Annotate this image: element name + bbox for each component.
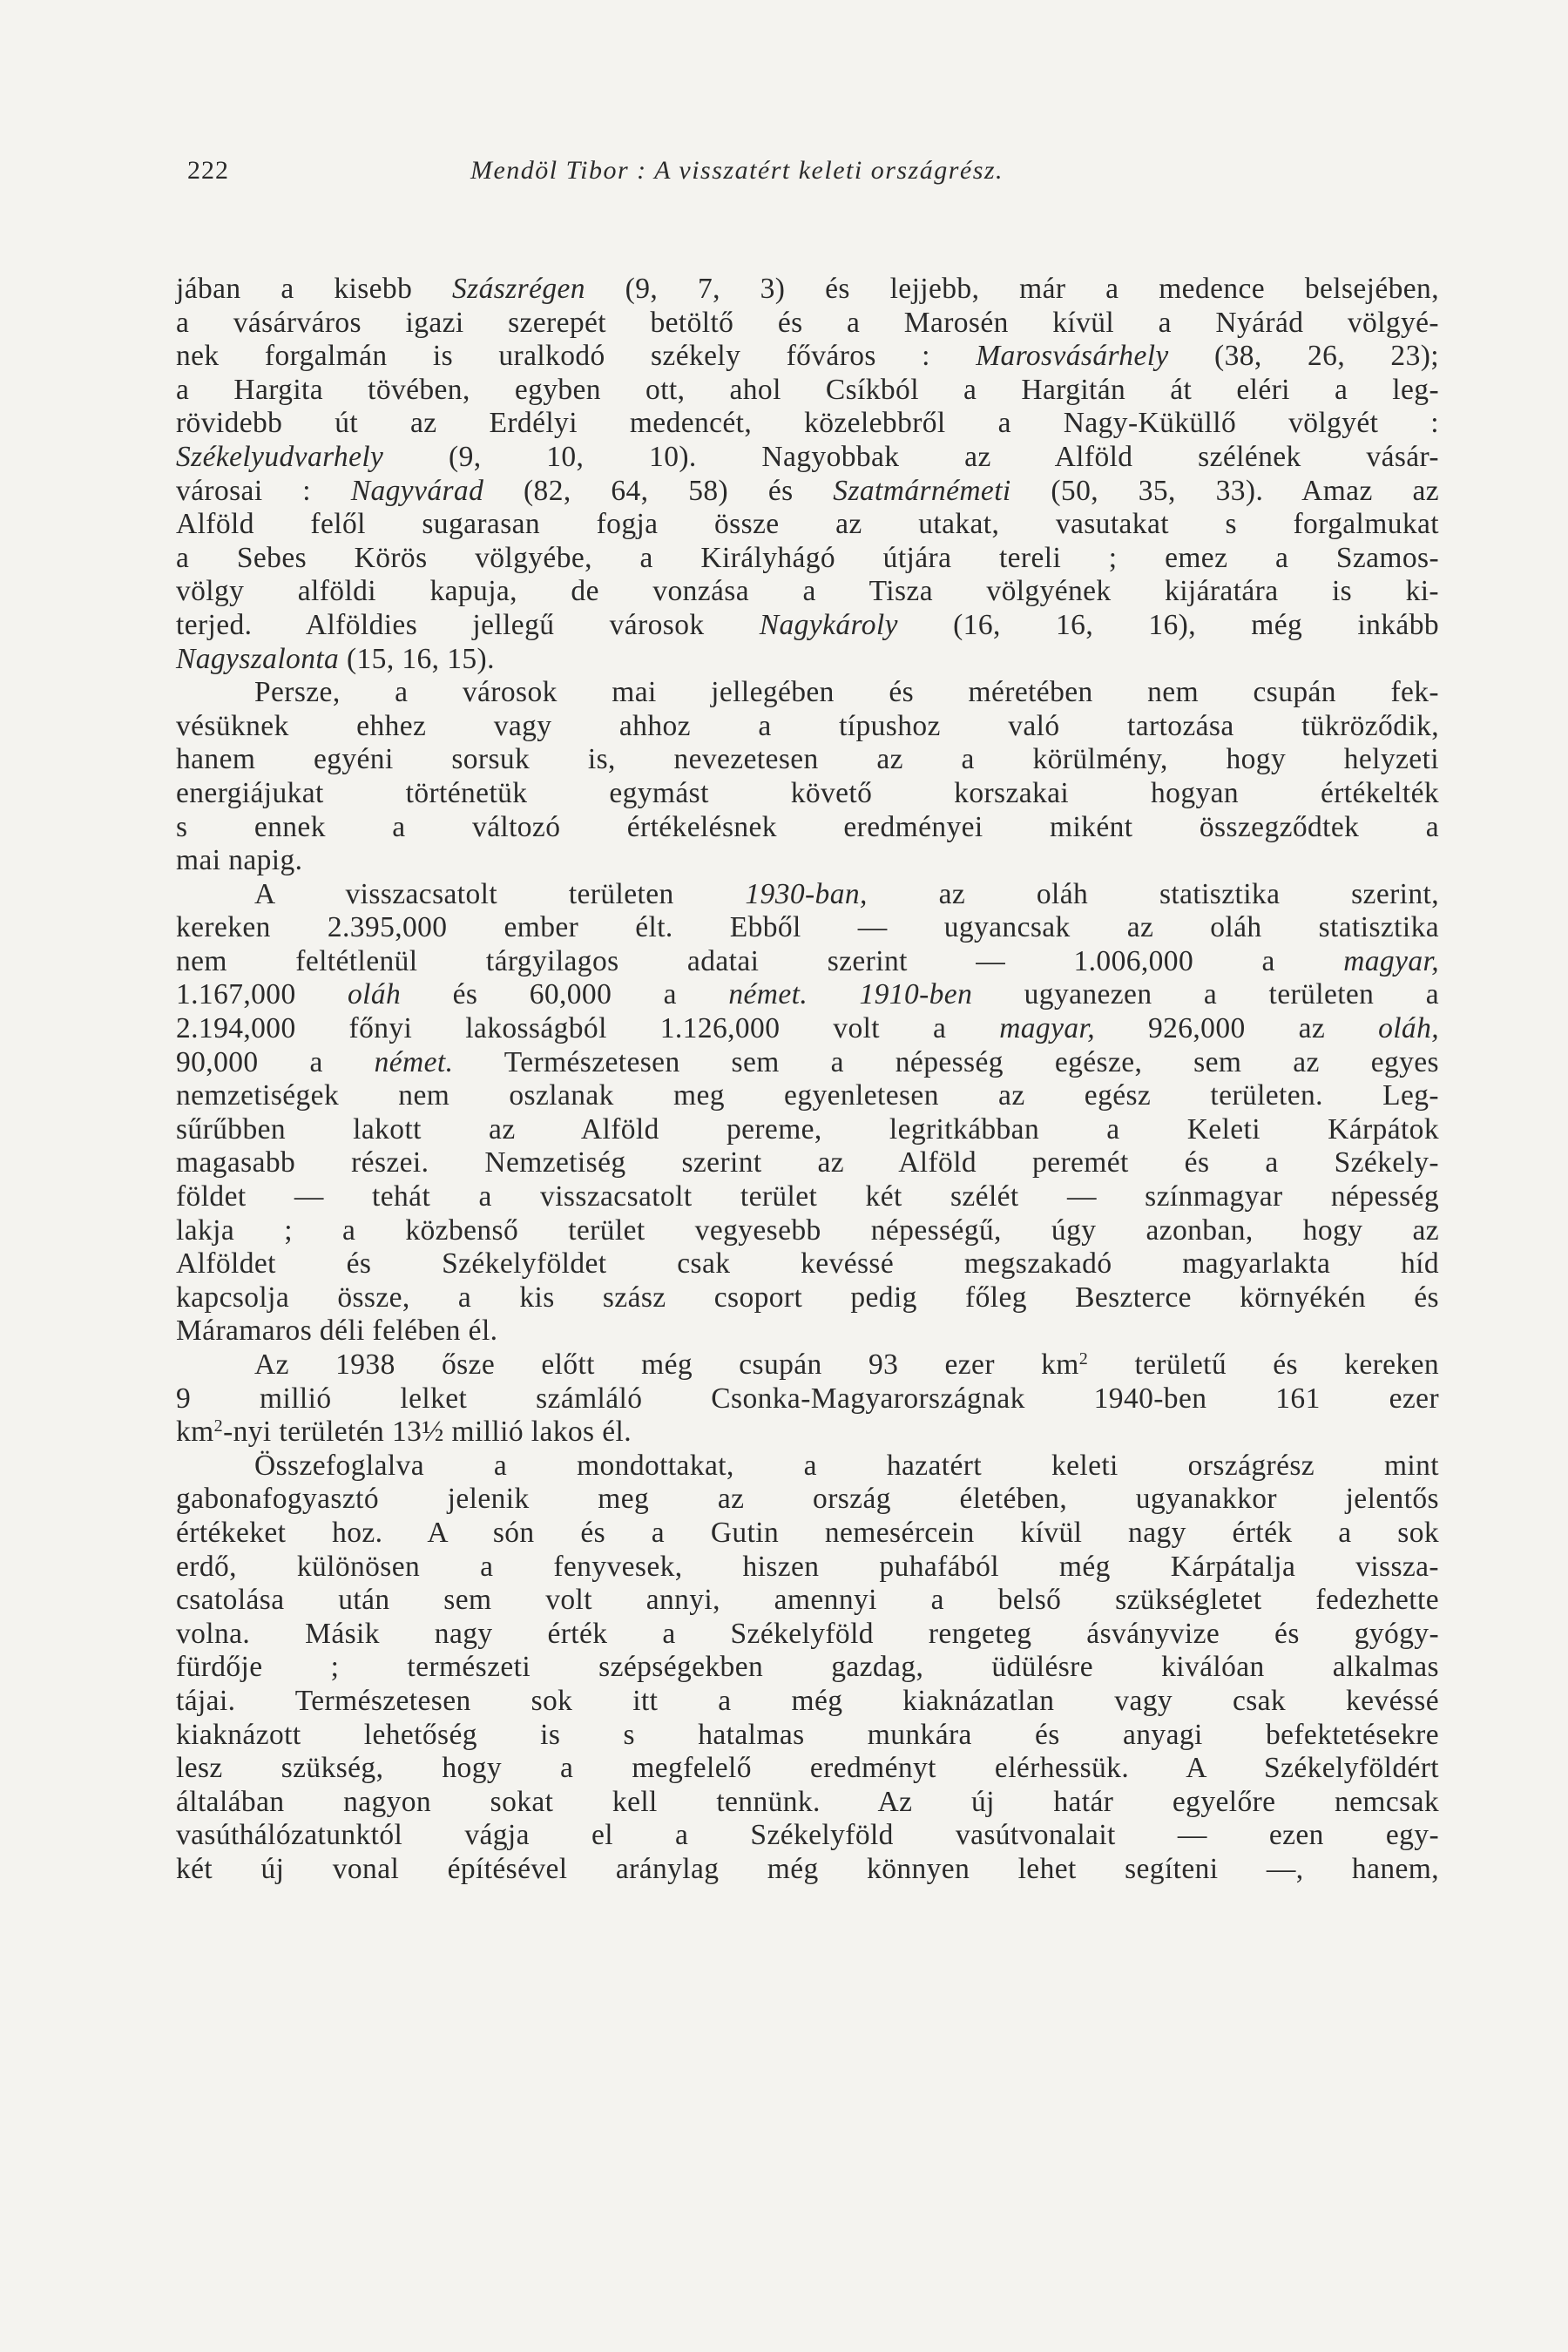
text-line: hanem egyéni sorsuk is, nevezetesen az a körülmény, hogy helyzeti — [176, 743, 1439, 776]
text-line: rövidebb út az Erdélyi medencét, közelebbről a Nagy-Küküllő völgyét : — [176, 407, 1439, 440]
text-line: csatolása után sem volt annyi, amennyi a belső szükségletet fedezhette — [176, 1584, 1439, 1617]
text-line: kiaknázott lehetőség is s hatalmas munkára és anyagi befektetésekre — [176, 1718, 1439, 1751]
text-line: gabonafogyasztó jelenik meg az ország életében, ugyanakkor jelentős — [176, 1483, 1439, 1516]
text-line: 2.194,000 főnyi lakosságból 1.126,000 volt a magyar, 926,000 az oláh, — [176, 1012, 1440, 1045]
text-line: a Hargita tövében, egyben ott, ahol Csíkból a Hargitán át eléri a leg- — [176, 373, 1439, 406]
text-line: Összefoglalva a mondottakat, a hazatért keleti országrész mint — [254, 1449, 1439, 1482]
text-line: vésüknek ehhez vagy ahhoz a típushoz való tartozása tükröződik, — [176, 709, 1439, 742]
text-line: terjed. Alföldies jellegű városok Nagykároly (16, 16, 16), még inkább — [176, 608, 1439, 641]
text-line: fürdője ; természeti szépségekben gazdag, üdülésre kiválóan alkalmas — [176, 1651, 1439, 1684]
body-text — [176, 273, 1439, 1887]
text-line: Alföld felől sugarasan fogja össze az utakat, vasutakat s forgalmukat — [176, 508, 1439, 541]
text-line: két új vonal építésével aránylag még könnyen lehet segíteni —, hanem, — [176, 1852, 1439, 1885]
text-line: földet — tehát a visszacsatolt terület két szélét — színmagyar népesség — [176, 1180, 1439, 1213]
text-line: s ennek a változó értékelésnek eredményei miként összegződtek a — [176, 810, 1439, 843]
text-line: értékeket hoz. A són és a Gutin nemesércein kívül nagy érték a sok — [176, 1516, 1439, 1549]
page-number: 222 — [187, 156, 229, 185]
text-line: völgy alföldi kapuja, de vonzása a Tisza völgyének kijáratára is ki- — [176, 575, 1439, 608]
text-line: Székelyudvarhely (9, 10, 10). Nagyobbak az Alföld szélének vásár- — [176, 440, 1439, 473]
text-line: általában nagyon sokat kell tennünk. Az új határ egyelőre nemcsak — [176, 1785, 1439, 1818]
text-line: magasabb részei. Nemzetiség szerint az Alföld peremét és a Székely- — [176, 1146, 1439, 1179]
text-line: vasúthálózatunktól vágja el a Székelyföld vasútvonalait — ezen egy- — [176, 1819, 1439, 1852]
text-line: nem feltétlenül tárgyilagos adatai szerint — 1.006,000 a magyar, — [176, 944, 1439, 977]
text-line: $km^2$-nyi területén 13½ millió lakos él. — [176, 1416, 632, 1449]
text-line: tájai. Természetesen sok itt a még kiaknázatlan vagy csak kevéssé — [176, 1684, 1439, 1717]
text-line: volna. Másik nagy érték a Székelyföld rengeteg ásványvize és gyógy- — [176, 1617, 1439, 1650]
text-line: Máramaros déli felében él. — [176, 1315, 498, 1348]
text-line: mai napig. — [176, 844, 303, 877]
text-line: Alföldet és Székelyföldet csak kevéssé megszakadó magyarlakta híd — [176, 1247, 1439, 1281]
text-line: Az 1938 ősze előtt még csupán 93 ezer $km^2$ területű és kereken — [254, 1348, 1440, 1381]
text-line: nek forgalmán is uralkodó székely főváros : Marosvásárhely (38, 26, 23); — [176, 340, 1439, 373]
text-line: városai : Nagyvárad (82, 64, 58) és Szatmárnémeti (50, 35, 33). Amaz az — [176, 474, 1440, 507]
text-line: lesz szükség, hogy a megfelelő eredményt elérhessük. A Székelyföldért — [176, 1752, 1439, 1785]
text-line: 1.167,000 oláh és 60,000 a német. 1910-ben ugyanezen a területen a — [176, 978, 1440, 1011]
text-line: erdő, különösen a fenyvesek, hiszen puhafából még Kárpátalja vissza- — [176, 1550, 1439, 1583]
text-line: kapcsolja össze, a kis szász csoport pedig főleg Beszterce környékén és — [176, 1281, 1439, 1314]
text-line: Nagyszalonta (15, 16, 15). — [176, 642, 495, 675]
text-line: lakja ; a közbenső terület vegyesebb népességű, úgy azonban, hogy az — [176, 1213, 1439, 1247]
text-line: a Sebes Körös völgyébe, a Királyhágó útjára tereli ; emez a Szamos- — [176, 541, 1439, 574]
text-line: Persze, a városok mai jellegében és méretében nem csupán fek- — [254, 676, 1439, 709]
text-line: a vásárváros igazi szerepét betöltő és a Marosén kívül a Nyárád völgyé- — [176, 306, 1439, 339]
page-header — [187, 153, 1433, 188]
text-line: 90,000 a német. Természetesen sem a népesség egésze, sem az egyes — [176, 1045, 1439, 1078]
text-line: kereken 2.395,000 ember élt. Ebből — ugyancsak az oláh statisztika — [176, 911, 1439, 944]
text-line: sűrűbben lakott az Alföld pereme, legritkábban a Keleti Kárpátok — [176, 1112, 1439, 1146]
text-line: jában a kisebb Szászrégen (9, 7, 3) és lejjebb, már a medence belsejében, — [176, 273, 1439, 305]
running-title: Mendöl Tibor : A visszatért keleti országrész. — [470, 156, 1004, 185]
text-line: energiájukat történetük egymást követő korszakai hogyan értékelték — [176, 776, 1439, 809]
text-line: 9 millió lelket számláló Csonka-Magyarországnak 1940-ben 161 ezer — [176, 1382, 1439, 1415]
text-line: nemzetiségek nem oszlanak meg egyenletesen az egész területen. Leg- — [176, 1079, 1439, 1112]
text-line: A visszacsatolt területen 1930-ban, az oláh statisztika szerint, — [254, 877, 1439, 910]
